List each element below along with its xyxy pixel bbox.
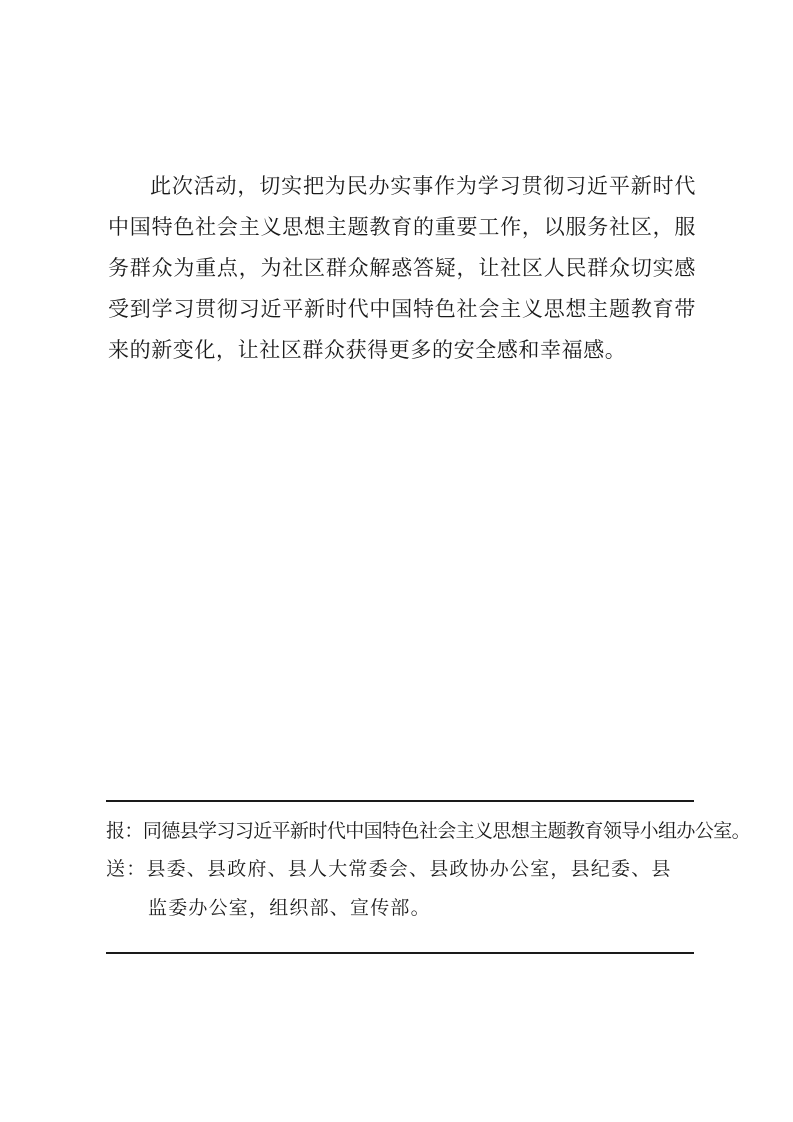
send-recipients-line2: 监委办公室，组织部、宣传部。 [148, 897, 431, 919]
send-label: 送： [106, 858, 147, 880]
send-to-line [106, 856, 696, 882]
report-to-line [106, 818, 751, 844]
report-label: 报： [106, 820, 143, 842]
footer-top-rule [106, 800, 694, 802]
footer-bottom-rule [106, 952, 694, 954]
body-paragraph: 此次活动，切实把为民办实事作为学习贯彻习近平新时代中国特色社会主义思想主题教育的重要工作，以服务社区，服务群众为重点，为社区群众解惑答疑，让社区人民群众切实感受到学习贯彻习近平新时代中国特色社会主义思想主题教育带来的新变化，让社区群众获得更多的安全感和幸福感。 [108, 174, 696, 362]
report-recipients: 同德县学习习近平新时代中国特色社会主义思想主题教育领导小组办公室。 [142, 820, 751, 842]
send-recipients-line1: 县委、县政府、县人大常委会、县政协办公室，县纪委、县 [146, 858, 672, 880]
